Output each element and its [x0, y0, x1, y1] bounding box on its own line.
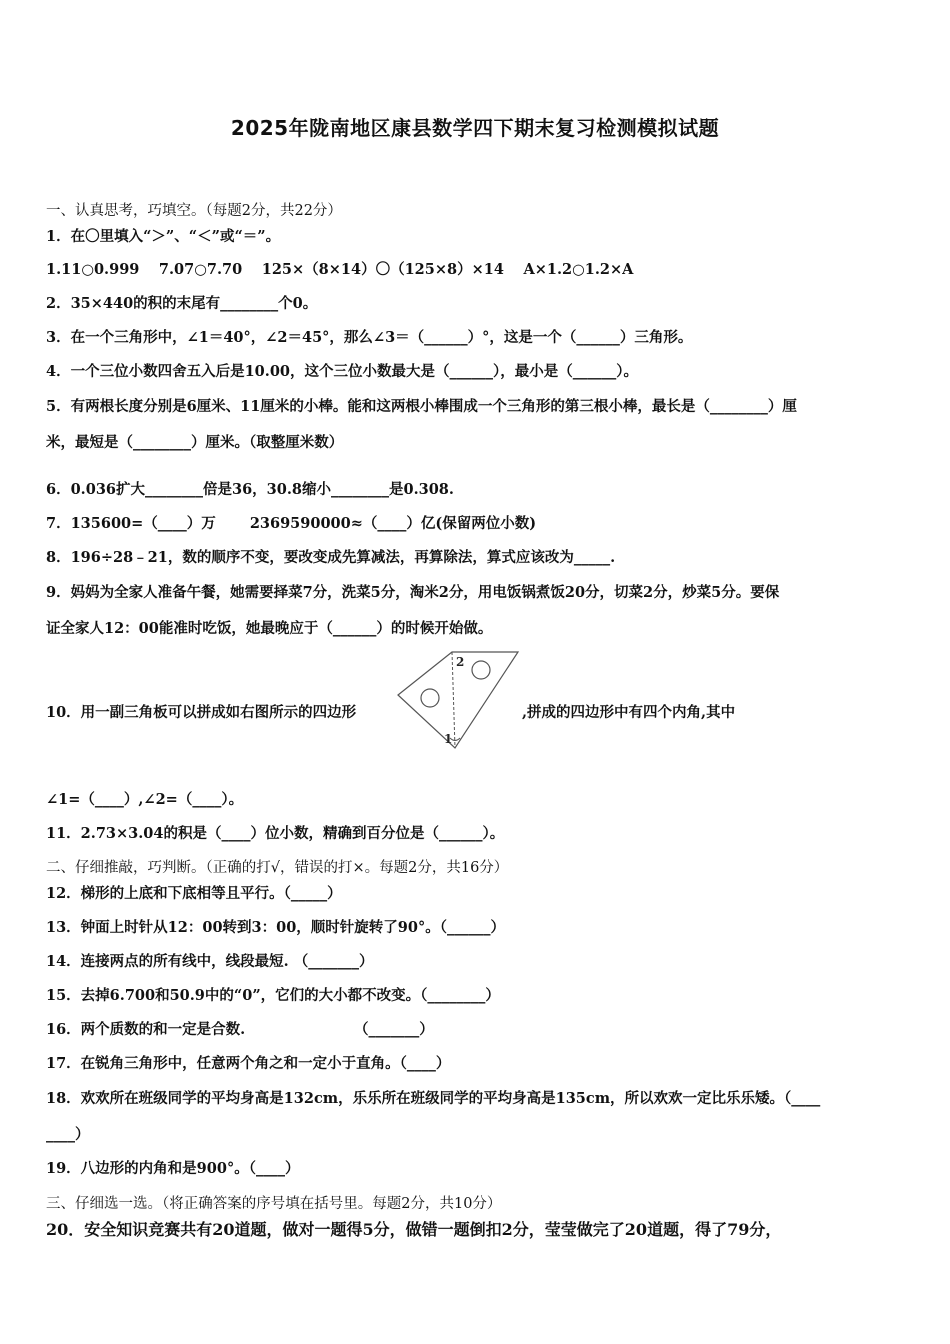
- question-9: 9．妈妈为全家人准备午餐，她需要择菜7分，洗菜5分，淘米2分，用电饭锅煮饭20分，切菜2分，炒菜5分。要保: [46, 584, 780, 601]
- question-20: 20．安全知识竞赛共有20道题，做对一题得5分，做错一题倒扣2分，莹莹做完了20道题，得了79分，: [46, 1220, 782, 1239]
- question-9-cont: 证全家人12：00能准时吃饭，她最晚应于（______）的时候开始做。: [46, 620, 493, 637]
- section-2-heading: 二、仔细推敲，巧判断。（正确的打√，错误的打×。每题2分，共16分）: [46, 860, 509, 876]
- question-10: 10．用一副三角板可以拼成如右图所示的四边形: [46, 704, 357, 721]
- question-11: 11．2.73×3.04的积是（____）位小数，精确到百分位是（______）。: [46, 825, 505, 842]
- question-7: 7．135600=（____）万 2369590000≈（____）亿(保留两位小数): [46, 515, 537, 532]
- question-6: 6．0.036扩大________倍是36，30.8缩小________是0.308.: [46, 481, 454, 498]
- question-1-items: 1.11○0.999 7.07○7.70 125×（8×14）〇（125×8）×14 A×1.2○1.2×A: [46, 261, 634, 278]
- section-1-heading: 一、认真思考，巧填空。（每题2分，共22分）: [46, 203, 342, 219]
- question-12: 12．梯形的上底和下底相等且平行。（_____）: [46, 885, 342, 902]
- section-3-heading: 三、仔细选一选。（将正确答案的序号填在括号里。每题2分，共10分）: [46, 1196, 502, 1212]
- triangle-ruler-figure: [394, 648, 520, 756]
- question-1: 1．在〇里填入“＞”、“＜”或“＝”。: [46, 228, 281, 245]
- question-17: 17．在锐角三角形中，任意两个角之和一定小于直角。（____）: [46, 1055, 451, 1072]
- question-16: 16．两个质数的和一定是合数. （_______）: [46, 1021, 434, 1038]
- question-10-blanks: ∠1=（____）,∠2=（____）。: [46, 791, 244, 808]
- question-5-cont: 米，最短是（________）厘米。（取整厘米数）: [46, 434, 344, 451]
- angle-2-label: 2: [456, 655, 465, 669]
- question-18-cont: ____）: [46, 1126, 90, 1143]
- question-14: 14．连接两点的所有线中，线段最短. （_______）: [46, 953, 374, 970]
- question-13: 13．钟面上时针从12：00转到3：00，顺时针旋转了90°。（______）: [46, 919, 505, 936]
- question-8: 8．196÷28﹣21，数的顺序不变，要改变成先算减法，再算除法，算式应该改为_____.: [46, 549, 616, 566]
- page-title: 2025年陇南地区康县数学四下期末复习检测模拟试题: [230, 116, 720, 140]
- question-10-cont: ,拼成的四边形中有四个内角,其中: [522, 704, 736, 721]
- question-4: 4．一个三位小数四舍五入后是10.00，这个三位小数最大是（______），最小是（______）。: [46, 363, 638, 380]
- question-15: 15．去掉6.700和50.9中的“0”，它们的大小都不改变。（________）: [46, 987, 500, 1004]
- angle-1-label: 1: [444, 732, 453, 746]
- question-3: 3．在一个三角形中，∠1＝40°，∠2＝45°，那么∠3＝（______）°，这是一个（______）三角形。: [46, 329, 693, 346]
- question-18: 18．欢欢所在班级同学的平均身高是132cm，乐乐所在班级同学的平均身高是135cm，所以欢欢一定比乐乐矮。（____: [46, 1090, 821, 1107]
- question-5: 5．有两根长度分别是6厘米、11厘米的小棒。能和这两根小棒围成一个三角形的第三根小棒，最长是（________）厘: [46, 398, 797, 415]
- question-19: 19．八边形的内角和是900°。（____）: [46, 1160, 300, 1177]
- question-2: 2．35×440的积的末尾有________个0。: [46, 295, 318, 312]
